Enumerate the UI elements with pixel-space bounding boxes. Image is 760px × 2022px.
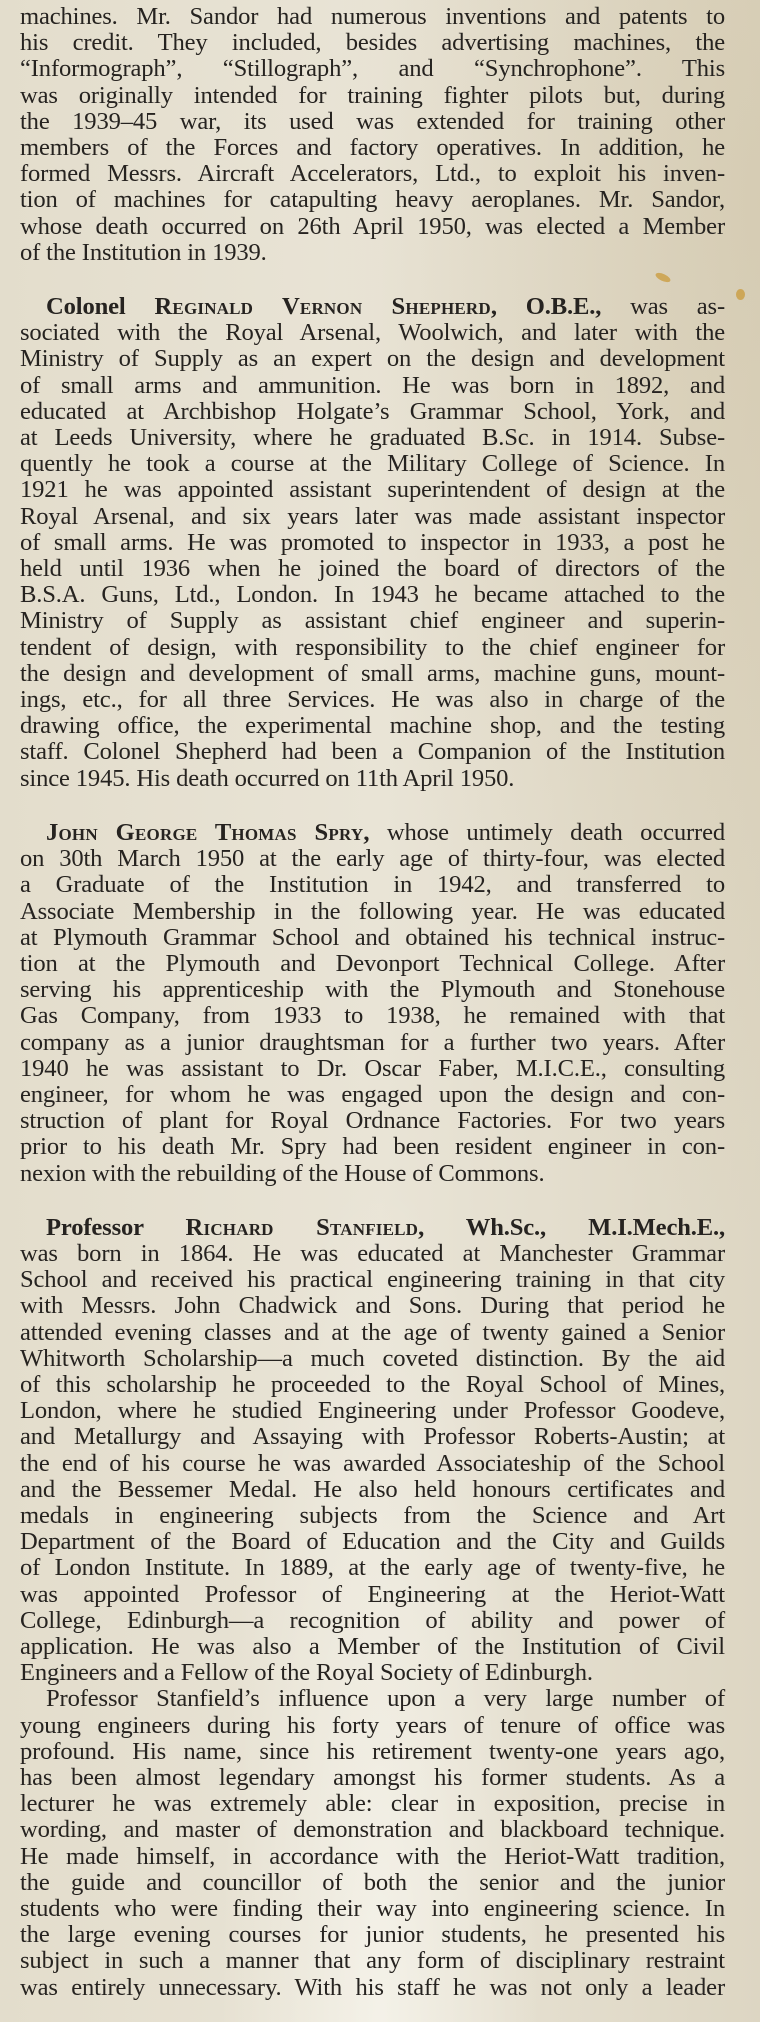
entry-title-suffix: , Wh.Sc., M.I.Mech.E., <box>418 1213 725 1241</box>
text-line: 1921 he was appointed assistant superintendent of design at the <box>20 476 725 504</box>
text-line: with Messrs. John Chadwick and Sons. During that period he <box>20 1292 725 1320</box>
text-line: was originally intended for training fighter pilots but, during <box>20 81 725 109</box>
text-line: College, Edinburgh—a recognition of ability and power of <box>20 1606 725 1634</box>
text-line: drawing office, the experimental machine shop, and the testing <box>20 712 725 740</box>
text-line: educated at Archbishop Holgate’s Grammar School, York, and <box>20 397 725 425</box>
text-line: tion of machines for catapulting heavy aeroplanes. Mr. Sandor, <box>20 186 725 214</box>
text-line: company as a junior draughtsman for a further two years. After <box>20 1028 725 1056</box>
text-line: the end of his course he was awarded Associateship of the School <box>20 1449 725 1477</box>
paragraph-gap <box>20 266 725 294</box>
text-line: sociated with the Royal Arsenal, Woolwich, and later with the <box>20 319 725 347</box>
text-line: struction of plant for Royal Ordnance Factories. For two years <box>20 1107 725 1135</box>
text-line: young engineers during his forty years of tenure of office was <box>20 1711 725 1739</box>
text-line: since 1945. His death occurred on 11th April 1950. <box>20 764 515 792</box>
entry-title-suffix: , <box>363 818 370 846</box>
paper-stain <box>736 289 745 300</box>
text-line: serving his apprenticeship with the Plymouth and Stonehouse <box>20 976 725 1004</box>
text-line: He made himself, in accordance with the Heriot-Watt tradition, <box>20 1842 725 1870</box>
text-line: Engineers and a Fellow of the Royal Society of Edinburgh. <box>20 1659 593 1687</box>
text-line: formed Messrs. Aircraft Accelerators, Ltd., to exploit his inven- <box>20 160 725 188</box>
text-line: students who were finding their way into engineering science. In <box>20 1895 725 1923</box>
document-page <box>20 4 725 2001</box>
text-line: his credit. They included, besides advertising machines, the <box>20 29 725 57</box>
text-line: of the Institution in 1939. <box>20 238 267 266</box>
obituary-spry <box>20 820 725 1187</box>
text-line: and the Bessemer Medal. He also held honours certificates and <box>20 1475 725 1503</box>
text-line: ings, etc., for all three Services. He was also in charge of the <box>20 686 725 714</box>
entry-first-line-text: was as- <box>601 293 725 321</box>
text-line: members of the Forces and factory operatives. In addition, he <box>20 134 725 162</box>
text-line: of small arms and ammunition. He was born in 1892, and <box>20 371 725 399</box>
text-line: the large evening courses for junior students, he presented his <box>20 1921 725 1949</box>
text-line: 1940 he was assistant to Dr. Oscar Faber, M.I.C.E., consulting <box>20 1054 725 1082</box>
text-line: wording, and master of demonstration and blackboard technique. <box>20 1816 725 1844</box>
text-line: attended evening classes and at the age of twenty gained a Senior <box>20 1318 725 1346</box>
text-line: at Plymouth Grammar School and obtained his technical instruc- <box>20 923 725 951</box>
text-line: a Graduate of the Institution in 1942, and transferred to <box>20 871 725 899</box>
entry-first-line-text: whose untimely death occurred <box>369 818 726 846</box>
text-line: engineer, for whom he was engaged upon the design and con- <box>20 1080 725 1108</box>
text-line: prior to his death Mr. Spry had been resident engineer in con- <box>20 1133 725 1161</box>
paragraph-gap <box>20 792 725 820</box>
text-line: School and received his practical engineering training in that city <box>20 1266 725 1294</box>
text-line: application. He was also a Member of the Institution of Civil <box>20 1632 725 1660</box>
text-line: was born in 1864. He was educated at Manchester Grammar <box>20 1239 725 1267</box>
text-line: nexion with the rebuilding of the House of Commons. <box>20 1159 545 1187</box>
entry-heading-line <box>20 294 725 320</box>
text-line: subject in such a manner that any form of disciplinary restraint <box>20 1947 725 1975</box>
text-line: Royal Arsenal, and six years later was made assistant inspector <box>20 502 725 530</box>
text-line: staff. Colonel Shepherd had been a Companion of the Institution <box>20 738 725 766</box>
text-line: Associate Membership in the following year. He was educated <box>20 897 725 925</box>
text-line: lecturer he was extremely able: clear in exposition, precise in <box>20 1790 725 1818</box>
text-line: of London Institute. In 1889, at the early age of twenty-five, he <box>20 1554 725 1582</box>
text-line: the design and development of small arms, machine guns, mount- <box>20 659 725 687</box>
obituary-stanfield-continued <box>20 1686 725 2000</box>
text-line: Professor Stanfield’s influence upon a very large number of <box>46 1685 725 1713</box>
text-line: tendent of design, with responsibility to the chief engineer for <box>20 633 725 661</box>
text-line: of small arms. He was promoted to inspector in 1933, a post he <box>20 528 725 556</box>
text-line: Gas Company, from 1933 to 1938, he remained with that <box>20 1002 725 1030</box>
text-line: whose death occurred on 26th April 1950, was elected a Member <box>20 212 725 240</box>
text-line: at Leeds University, where he graduated B.Sc. in 1914. Subse- <box>20 424 725 452</box>
text-line: of this scholarship he proceeded to the Royal School of Mines, <box>20 1370 725 1398</box>
entry-heading-line <box>20 820 725 846</box>
entry-heading-line <box>20 1215 725 1241</box>
text-line: and Metallurgy and Assaying with Professor Roberts-Austin; at <box>20 1423 725 1451</box>
entry-name: John George Thomas Spry <box>46 818 364 846</box>
text-line: has been almost legendary amongst his former students. As a <box>20 1764 725 1791</box>
text-line: Department of the Board of Education and the City and Guilds <box>20 1528 725 1556</box>
text-line: tion at the Plymouth and Devonport Technical College. After <box>20 949 725 977</box>
text-line: medals in engineering subjects from the Science and Art <box>20 1501 725 1529</box>
paragraph-sandor-continued <box>20 4 725 266</box>
paragraph-gap <box>20 1187 725 1215</box>
entry-name: Reginald Vernon Shepherd <box>154 293 491 321</box>
text-line: the guide and councillor of both the senior and the junior <box>20 1868 725 1896</box>
text-line: was appointed Professor of Engineering at the Heriot-Watt <box>20 1580 725 1608</box>
text-line: quently he took a course at the Military College of Science. In <box>20 450 725 478</box>
text-line: Whitworth Scholarship—a much coveted distinction. By the aid <box>20 1344 725 1372</box>
text-line: was entirely unnecessary. With his staff he was not only a leader <box>20 1973 725 2001</box>
entry-title-suffix: , O.B.E., <box>490 293 602 321</box>
text-line: machines. Mr. Sandor had numerous inventions and patents to <box>20 3 725 30</box>
text-line: profound. His name, since his retirement twenty-one years ago, <box>20 1737 725 1765</box>
text-line: B.S.A. Guns, Ltd., London. In 1943 he became attached to the <box>20 581 725 609</box>
entry-title-prefix: Colonel <box>46 293 155 321</box>
entry-name: Richard Stanfield <box>185 1213 419 1241</box>
text-line: Ministry of Supply as assistant chief engineer and superin- <box>20 607 725 635</box>
text-line: London, where he studied Engineering under Professor Goodeve, <box>20 1397 725 1425</box>
text-line: Ministry of Supply as an expert on the design and development <box>20 345 725 373</box>
text-line: held until 1936 when he joined the board of directors of the <box>20 555 725 583</box>
entry-title-prefix: Professor <box>46 1213 186 1241</box>
text-line: on 30th March 1950 at the early age of thirty-four, was elected <box>20 845 725 873</box>
text-line: “Informograph”, “Stillograph”, and “Synchrophone”. This <box>20 55 725 83</box>
obituary-shepherd <box>20 294 725 792</box>
obituary-stanfield <box>20 1215 725 1687</box>
text-line: the 1939–45 war, its used was extended for training other <box>20 107 725 135</box>
